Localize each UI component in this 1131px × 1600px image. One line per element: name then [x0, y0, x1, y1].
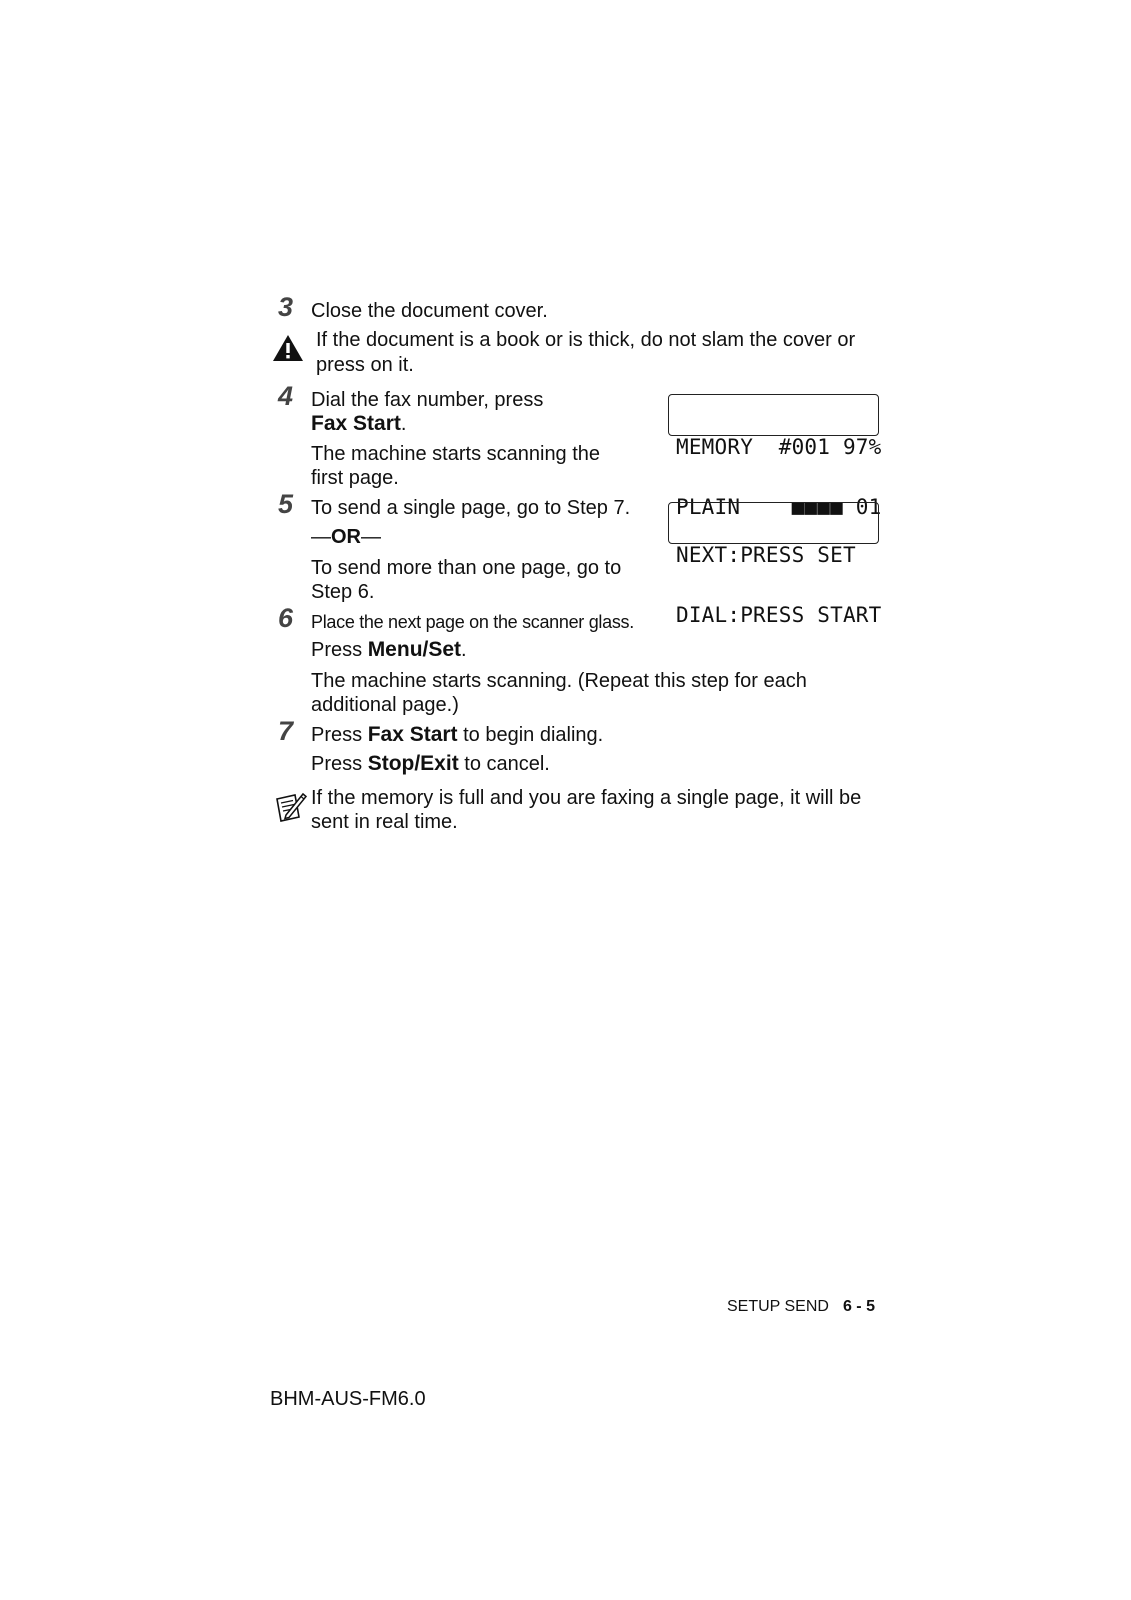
- warning-triangle-icon: [272, 333, 304, 363]
- fax-start-key-2: Fax Start: [367, 723, 458, 746]
- step-4-key-suffix: .: [400, 413, 407, 435]
- or-suffix: —: [361, 526, 381, 548]
- step-4-text: Dial the fax number, press: [311, 389, 544, 411]
- fax-start-key: Fax Start: [311, 412, 401, 435]
- stop-exit-key: Stop/Exit: [367, 752, 459, 775]
- step-6-text: Place the next page on the scanner glass.: [311, 612, 634, 632]
- step-number-7: 7: [278, 716, 294, 746]
- step-7-key-suffix: to begin dialing.: [457, 724, 604, 746]
- step-4-key-line: [311, 412, 406, 436]
- note-pencil-icon: [272, 790, 308, 824]
- step-7-press2-prefix: Press: [311, 753, 368, 775]
- note-text-line-1: If the memory is full and you are faxing a single page, it will be: [311, 787, 862, 809]
- step-3-text: Close the document cover.: [311, 300, 548, 322]
- step-5-text: To send a single page, go to Step 7.: [311, 497, 631, 519]
- step-4-detail-line-2: first page.: [311, 467, 399, 489]
- warning-text-line-2: press on it.: [316, 354, 414, 376]
- page-footer: [727, 1298, 875, 1316]
- or-separator: [311, 525, 381, 549]
- step-7-cancel-line: [311, 752, 550, 776]
- step-7-press-prefix: Press: [311, 724, 368, 746]
- lcd-2-line-1: NEXT:PRESS SET: [676, 543, 856, 567]
- lcd-display-next: [668, 502, 882, 627]
- document-code: BHM-AUS-FM6.0: [270, 1388, 426, 1410]
- step-number-3: 3: [278, 292, 294, 322]
- step-6-detail-line-2: additional page.): [311, 694, 459, 716]
- step-4-detail-line-1: The machine starts scanning the: [311, 443, 601, 465]
- menu-set-key: Menu/Set: [367, 638, 462, 661]
- warning-text-line-1: If the document is a book or is thick, do not slam the cover or: [316, 329, 856, 351]
- step-6-detail-line-1: The machine starts scanning. (Repeat this step for each: [311, 670, 807, 692]
- or-label: OR: [331, 526, 361, 548]
- step-6-press-line: [311, 638, 467, 662]
- lcd-2-line-2: DIAL:PRESS START: [676, 603, 882, 627]
- lcd-display-memory: [668, 394, 882, 519]
- step-7-key2-suffix: to cancel.: [458, 753, 550, 775]
- footer-section: SETUP SEND: [727, 1298, 829, 1315]
- note-text-line-2: sent in real time.: [311, 811, 458, 833]
- step-number-6: 6: [278, 603, 294, 633]
- step-number-5: 5: [278, 489, 294, 519]
- step-6-key-suffix: .: [461, 639, 467, 661]
- step-5-alt-line-2: Step 6.: [311, 581, 375, 603]
- step-number-4: 4: [278, 381, 294, 411]
- step-5-alt-line-1: To send more than one page, go to: [311, 557, 622, 579]
- page-number: 6 - 5: [842, 1298, 875, 1315]
- step-6-press-prefix: Press: [311, 639, 368, 661]
- lcd-1-line-2: PLAIN ■■■■ 01: [676, 495, 882, 519]
- step-7-press-line: [311, 723, 603, 747]
- or-prefix: —: [311, 526, 331, 548]
- lcd-1-line-1: MEMORY #001 97%: [676, 435, 882, 459]
